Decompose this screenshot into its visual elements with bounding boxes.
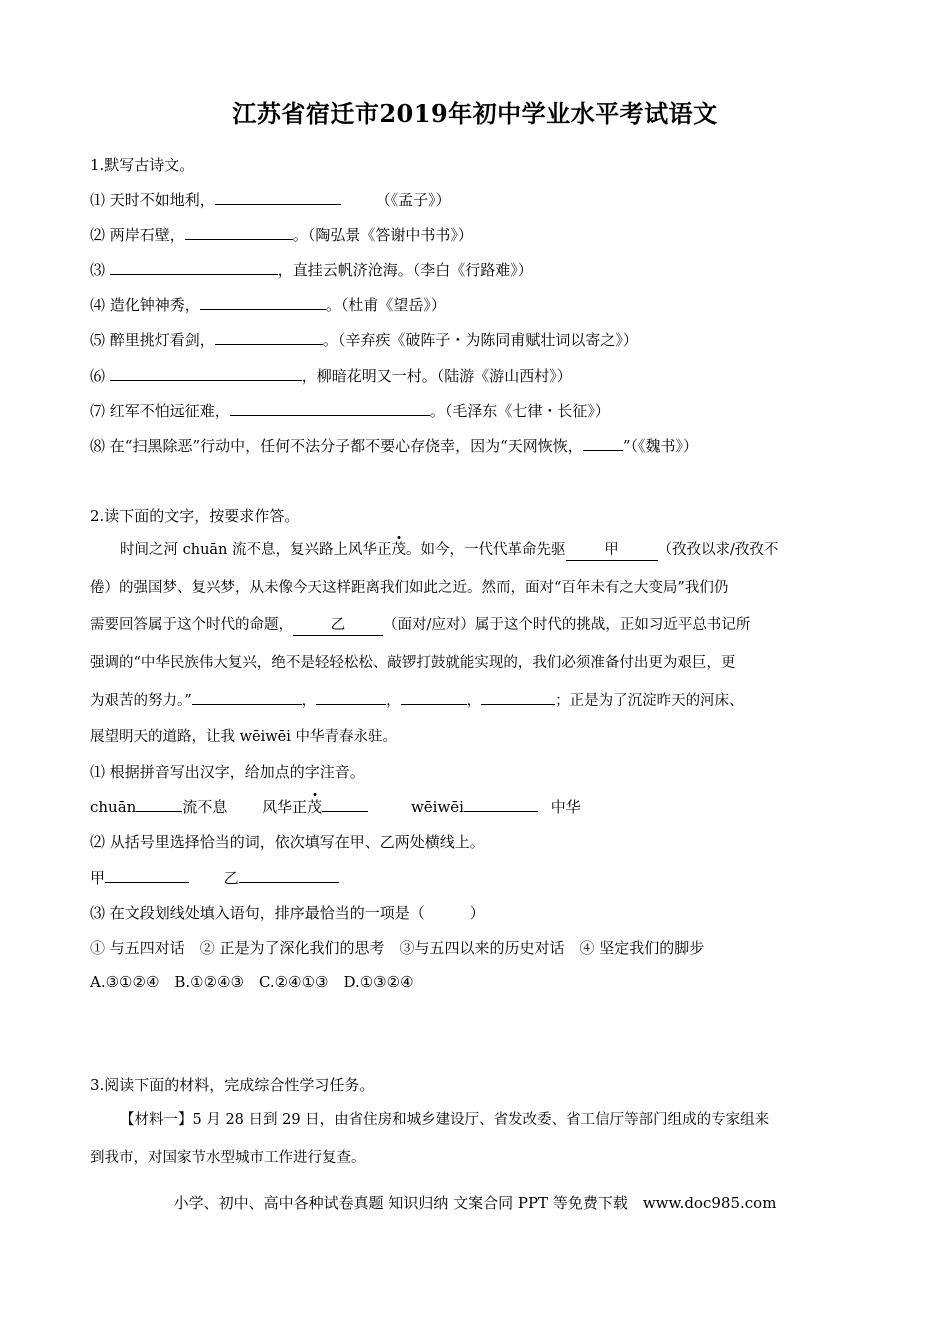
passage-text: ， [386,693,401,709]
q1-item-post: （《孟子》） [375,191,451,209]
answer-blank[interactable] [136,797,182,812]
q3-material-line-2: 到我市，对国家节水型城市工作进行复查。 [90,1150,366,1166]
passage-text: ， [301,693,317,709]
passage-text: 为艰苦的努力。” [90,693,192,709]
blank-yi[interactable]: 乙 [293,615,383,636]
q2-sub1-answers [90,797,581,817]
q2-passage-line-1 [120,540,778,561]
q1-item-pre: 红军不怕远征难， [109,402,230,420]
q2-passage-line-5 [90,690,744,711]
q1-item-num: ⑺ [90,402,106,420]
passage-text: 。如今，一代代革命先驱 [406,542,566,558]
q1-item-3 [90,260,533,280]
q1-item-post: ，柳暗花明又一村。（陆游《游山西村》） [301,367,572,385]
q1-item-pre: 造化钟神秀， [109,296,200,314]
page-title: 江苏省宿迁市2019年初中学业水平考试语文 [232,99,718,128]
q1-item-7 [90,401,610,421]
q3-heading: 3.阅读下面的材料，完成综合性学习任务。 [90,1076,375,1094]
q2-sub3-options: ① 与五四对话 ② 正是为了深化我们的思考 ③与五四以来的历史对话 ④ 坚定我们的脚步 [90,939,705,957]
q1-item-num: ⑵ [90,226,106,244]
pinyin-text: chuān [90,798,137,816]
pinyin-text: wēiwēi [410,798,464,816]
q2-passage-line-4: 强调的“中华民族伟大复兴，绝不是轻轻松松、敲锣打鼓就能实现的，我们必须准备付出更为艰巨，更 [90,655,736,671]
answer-blank[interactable] [322,797,368,812]
q1-item-post: 。（辛弃疾《破阵子・为陈同甫赋壮词以寄之》） [322,331,638,349]
q1-item-num: ⑶ [90,261,106,279]
dotted-char: 茂 [307,798,323,816]
q1-item-8 [90,436,698,456]
q1-item-post: 。（毛泽东《七律・长征》） [429,402,610,420]
page-footer: 小学、初中、高中各种试卷真题 知识归纳 文案合同 PPT 等免费下载 www.doc985.com [173,1194,777,1212]
answer-blank[interactable] [215,190,341,205]
answer-blank[interactable] [200,295,326,310]
passage-text: ；正是为了沉淀昨天的河床、 [555,693,744,709]
answer-blank[interactable] [464,797,538,812]
q1-item-pre: 醉里挑灯看剑， [109,331,215,349]
q2-sub3: ⑶ 在文段划线处填入语句，排序最恰当的一项是（ ） [90,904,485,922]
passage-text: 时间之河 chuān 流不息，复兴路上风华正 [120,542,392,558]
q1-item-num: ⑴ [90,191,106,209]
passage-text: ， [466,693,482,709]
dotted-char: 茂 [391,542,406,558]
q1-item-1 [90,190,451,210]
sentence-blank[interactable] [316,690,386,705]
q1-item-2 [90,225,473,245]
sentence-blank[interactable] [192,690,302,705]
q1-item-6 [90,366,572,386]
answer-blank[interactable] [230,401,430,416]
q1-item-pre: 在“扫黑除恶”行动中，任何不法分子都不要心存侥幸，因为“天网恢恢， [109,437,583,455]
answer-blank[interactable] [110,366,302,381]
passage-text: 需要回答属于这个时代的命题， [90,617,293,633]
q1-item-4 [90,295,446,315]
q2-sub1: ⑴ 根据拼音写出汉字，给加点的字注音。 [90,763,365,781]
answer-text: 流不息 [182,798,228,816]
blank-jia[interactable]: 甲 [566,540,658,561]
sentence-blank[interactable] [481,690,555,705]
answer-blank[interactable] [583,436,623,451]
q3-material-line-1: 【材料一】5 月 28 日到 29 日，由省住房和城乡建设厅、省发改委、省工信厅等部门组成的专家组来 [120,1112,770,1128]
answer-blank[interactable] [185,225,293,240]
q1-item-pre: 两岸石壁， [109,226,185,244]
answer-blank[interactable] [110,260,278,275]
answer-label: 乙 [223,869,239,887]
answer-blank[interactable] [215,330,323,345]
q1-item-5 [90,330,638,350]
q2-passage-line-6: 展望明天的道路，让我 wēiwēi 中华青春永驻。 [90,729,397,745]
answer-text: 风华正 [262,798,308,816]
q1-item-num: ⑷ [90,296,106,314]
passage-text: （孜孜以求/孜孜不 [657,542,779,558]
answer-blank[interactable] [105,868,189,883]
q2-sub2: ⑵ 从括号里选择恰当的词，依次填写在甲、乙两处横线上。 [90,833,485,851]
q1-item-num: ⑸ [90,331,106,349]
answer-label: 甲 [90,869,106,887]
q2-sub2-answers [90,868,339,888]
q1-item-pre: 天时不如地利， [109,191,215,209]
answer-text: 中华 [550,798,581,816]
q2-passage-line-2: 倦）的强国梦、复兴梦，从未像今天这样距离我们如此之近。然而，面对“百年未有之大变局”我们仍 [90,580,729,596]
q1-item-post: ，直挂云帆济沧海。（李白《行路难》） [277,261,533,279]
q2-heading: 2.读下面的文字，按要求作答。 [90,507,300,525]
answer-blank[interactable] [239,868,339,883]
q1-item-num: ⑹ [90,367,106,385]
q1-item-post: 。（杜甫《望岳》） [325,296,446,314]
sentence-blank[interactable] [401,690,467,705]
q1-item-post: ”（《魏书》） [622,437,698,455]
q2-passage-line-3 [90,615,750,636]
q1-item-num: ⑻ [90,437,106,455]
q1-heading: 1.默写古诗文。 [90,156,195,174]
q2-sub3-choices: A.③①②④ B.①②④③ C.②④①③ D.①③②④ [90,973,414,991]
passage-text: （面对/应对）属于这个时代的挑战，正如习近平总书记所 [383,617,751,633]
q1-item-post: 。（陶弘景《答谢中书书》） [292,226,473,244]
